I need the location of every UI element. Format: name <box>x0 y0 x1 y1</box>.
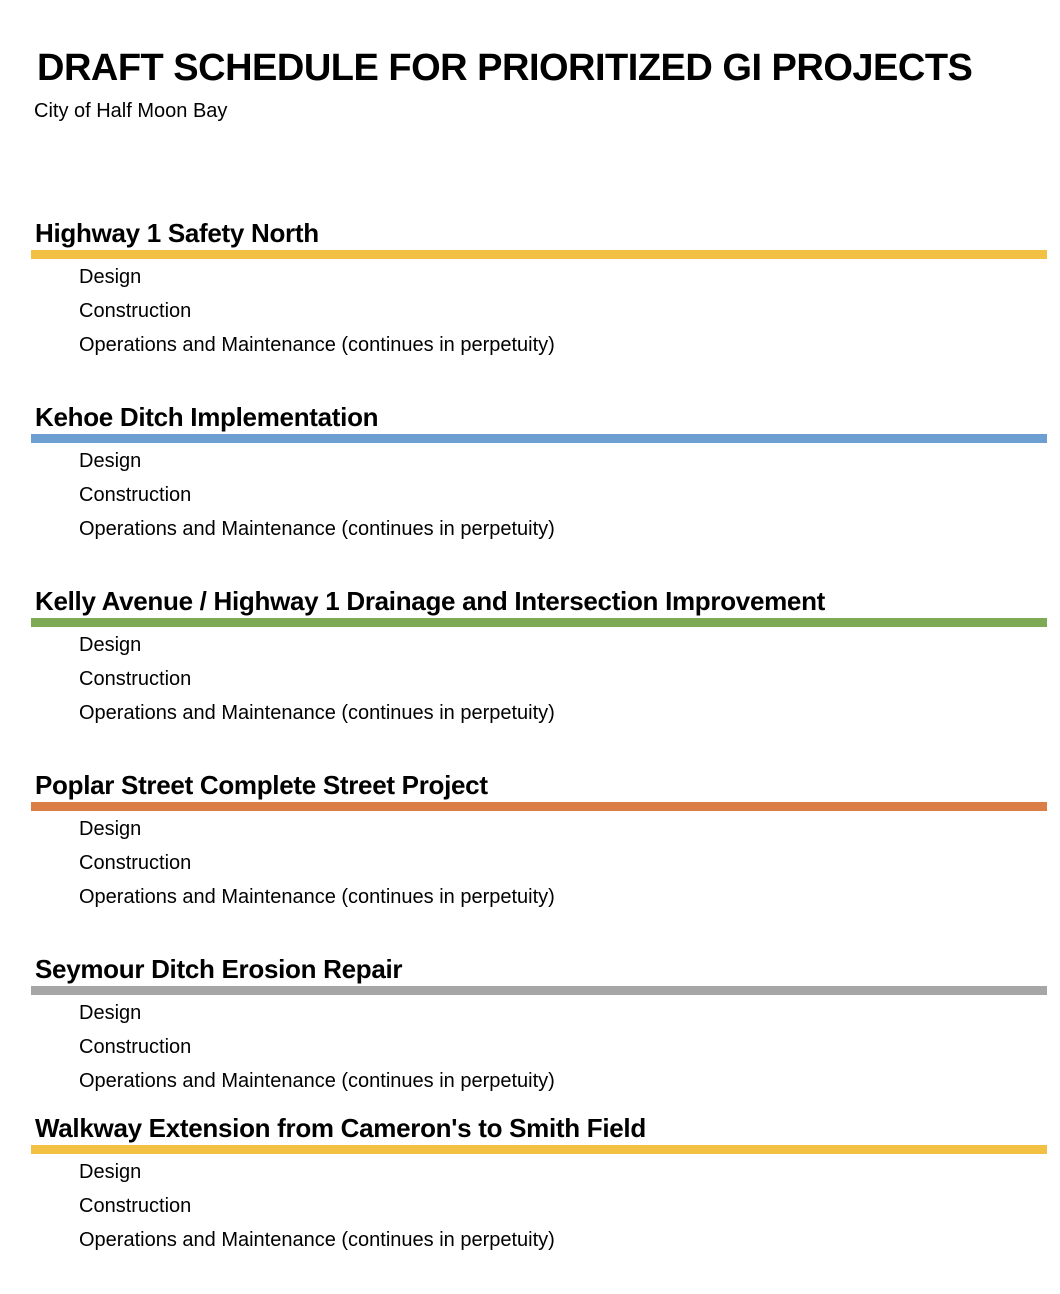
project-title: Poplar Street Complete Street Project <box>35 770 488 800</box>
task-construction: Construction <box>79 852 192 874</box>
task-design: Design <box>79 634 142 656</box>
project-title: Seymour Ditch Erosion Repair <box>35 954 403 984</box>
task-operations-maintenance: Operations and Maintenance (continues in perpetuity) <box>79 518 555 540</box>
task-operations-maintenance: Operations and Maintenance (continues in perpetuity) <box>79 886 555 908</box>
task-construction: Construction <box>79 1195 192 1217</box>
task-construction: Construction <box>79 1036 192 1058</box>
task-design: Design <box>79 1002 142 1024</box>
project-color-bar <box>31 618 1047 627</box>
task-list <box>79 444 555 546</box>
task-operations-maintenance: Operations and Maintenance (continues in perpetuity) <box>79 702 555 724</box>
task-operations-maintenance: Operations and Maintenance (continues in perpetuity) <box>79 334 555 356</box>
project-title: Kehoe Ditch Implementation <box>35 402 379 432</box>
task-design: Design <box>79 1161 142 1183</box>
task-list <box>79 628 555 730</box>
project-title: Kelly Avenue / Highway 1 Drainage and Intersection Improvement <box>35 586 826 616</box>
task-design: Design <box>79 818 142 840</box>
task-operations-maintenance: Operations and Maintenance (continues in perpetuity) <box>79 1229 555 1251</box>
task-construction: Construction <box>79 300 192 322</box>
project-color-bar <box>31 250 1047 259</box>
task-list <box>79 1155 555 1257</box>
project-color-bar <box>31 1145 1047 1154</box>
project-title: Highway 1 Safety North <box>35 218 319 248</box>
task-construction: Construction <box>79 668 192 690</box>
task-list <box>79 260 555 362</box>
task-design: Design <box>79 266 142 288</box>
project-color-bar <box>31 986 1047 995</box>
task-operations-maintenance: Operations and Maintenance (continues in perpetuity) <box>79 1070 555 1092</box>
task-construction: Construction <box>79 484 192 506</box>
page-title: DRAFT SCHEDULE FOR PRIORITIZED GI PROJECTS <box>37 47 973 89</box>
project-color-bar <box>31 434 1047 443</box>
project-color-bar <box>31 802 1047 811</box>
page-subtitle: City of Half Moon Bay <box>34 100 228 122</box>
task-design: Design <box>79 450 142 472</box>
task-list <box>79 812 555 914</box>
project-title: Walkway Extension from Cameron's to Smith Field <box>35 1113 646 1143</box>
task-list <box>79 996 555 1098</box>
